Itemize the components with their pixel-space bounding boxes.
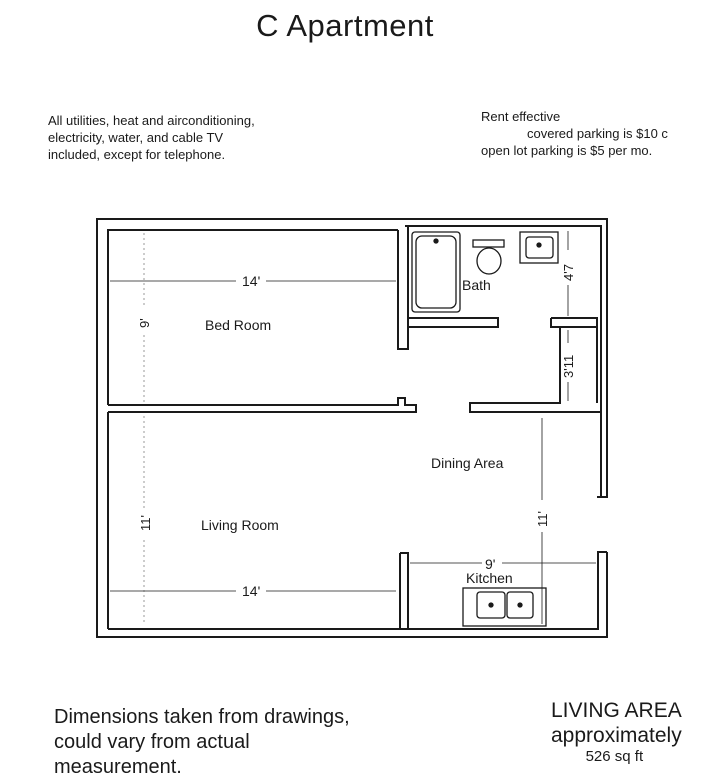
dim-dining-depth: 11' — [535, 511, 550, 527]
outer-walls — [97, 219, 607, 637]
toilet-bowl — [477, 248, 501, 274]
dim-bedroom-width: 14' — [242, 273, 261, 289]
page-title: C Apartment — [256, 8, 434, 43]
rent-line-1: Rent effective — [481, 109, 561, 124]
dimension-lines — [110, 231, 596, 624]
dim-hall-depth: 3'11 — [561, 354, 576, 378]
kitchen-label: Kitchen — [466, 570, 513, 586]
bedroom-label: Bed Room — [205, 317, 272, 333]
disclaimer-line-2: could vary from actual — [54, 731, 250, 753]
living-area-summary — [551, 698, 682, 766]
disclaimer-note — [54, 705, 454, 780]
utilities-line-2: electricity, water, and cable TV — [48, 130, 224, 145]
living-room-label: Living Room — [201, 517, 279, 533]
living-area-label: LIVING AREA — [551, 699, 682, 722]
toilet-tank — [473, 240, 504, 247]
dining-label: Dining Area — [431, 455, 504, 471]
utilities-line-3: included, except for telephone. — [48, 147, 226, 162]
dim-living-depth: 11' — [138, 515, 153, 531]
dim-kitchen-width: 9' — [485, 556, 496, 572]
dim-bath-depth: 4'7 — [561, 264, 576, 281]
dim-living-width: 14' — [242, 583, 261, 599]
utilities-line-1: All utilities, heat and airconditioning, — [48, 113, 255, 128]
disclaimer-line-3: measurement. — [54, 756, 182, 778]
living-area-size: 526 sq ft — [585, 748, 644, 765]
disclaimer-line-1: Dimensions taken from drawings, — [54, 706, 350, 728]
bedroom-walls — [108, 226, 416, 629]
dim-bedroom-depth: 9' — [137, 318, 152, 328]
bath-label: Bath — [462, 277, 491, 293]
rent-line-2: covered parking is $10 c — [527, 126, 668, 141]
bathtub — [412, 232, 460, 312]
living-area-approx: approximately — [551, 724, 682, 747]
bath-fixtures — [412, 232, 558, 312]
outer-wall-outline — [97, 219, 607, 637]
kitchen-walls — [108, 552, 607, 637]
right-opening — [598, 498, 610, 552]
rent-line-3: open lot parking is $5 per mo. — [481, 143, 653, 158]
kitchen-sink — [463, 588, 546, 626]
